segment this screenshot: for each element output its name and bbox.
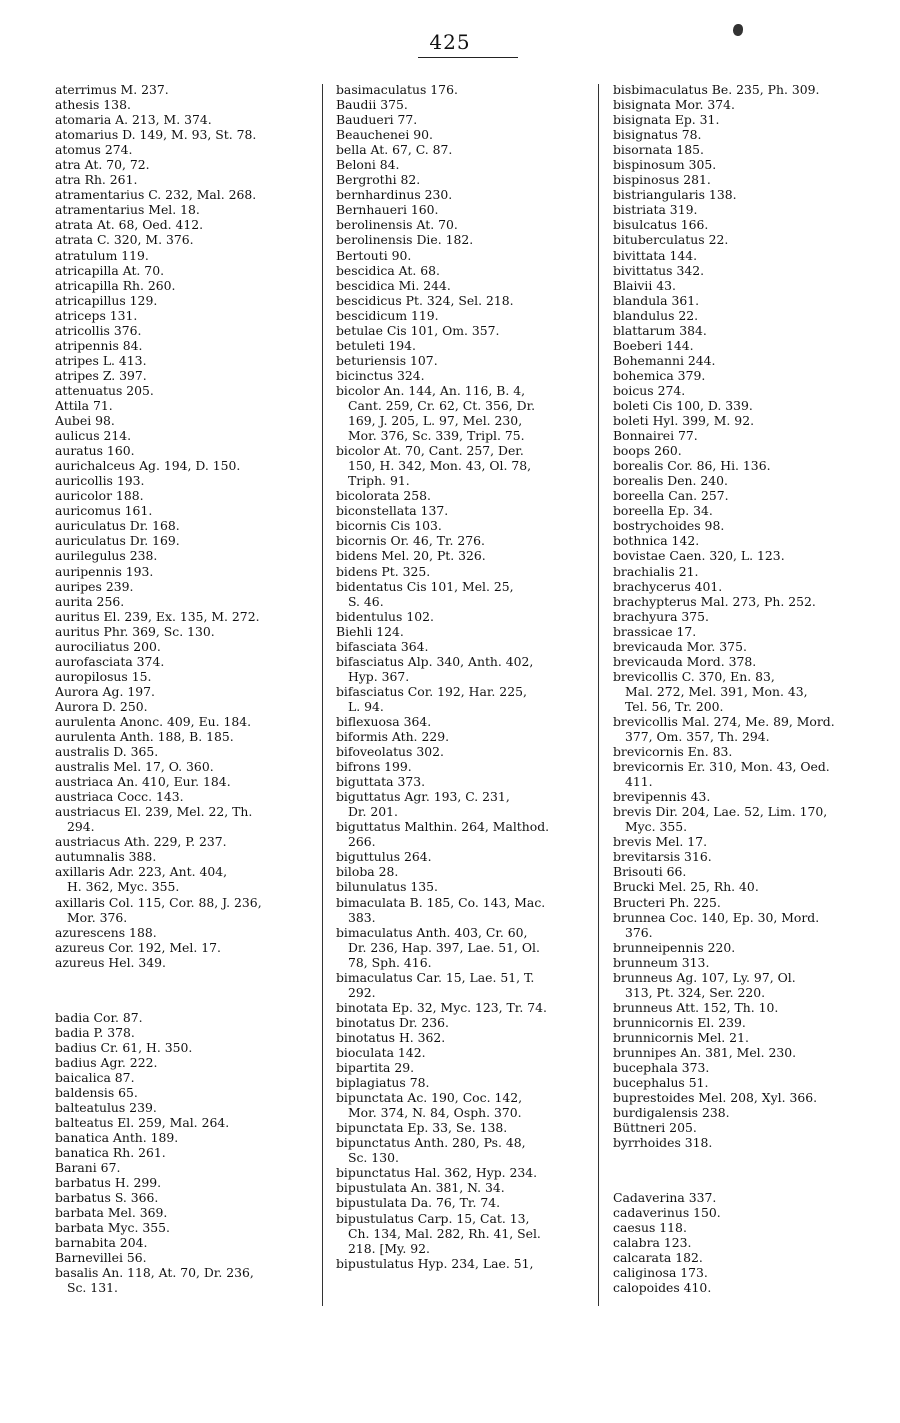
index-entry: auropilosus 15.	[55, 668, 152, 684]
index-entry: Boeberi 144.	[613, 337, 694, 353]
index-entry: austriacus Ath. 229, P. 237.	[55, 834, 227, 850]
index-entry: boicus 274.	[613, 382, 686, 398]
index-entry: blandulus 22.	[613, 307, 699, 323]
index-entry: biguttulus 264.	[336, 849, 432, 865]
index-entry: aurulenta Anth. 188, B. 185.	[55, 729, 234, 745]
index-entry: boleti Cis 100, D. 339.	[613, 397, 753, 413]
letter-gap	[55, 982, 309, 997]
index-entry: Biehli 124.	[336, 623, 404, 639]
index-entry: Bergrothi 82.	[336, 172, 421, 188]
index-entry: atomaria A. 213, M. 374.	[55, 112, 212, 128]
index-entry: Barnevillei 56.	[55, 1250, 147, 1266]
index-entry: Blaivii 43.	[613, 277, 676, 293]
index-entry: berolinensis Die. 182.	[336, 232, 474, 248]
index-entry: azureus Cor. 192, Mel. 17.	[55, 939, 221, 955]
index-entry: boreella Ep. 34.	[613, 503, 713, 519]
index-entry: auripennis 193.	[55, 563, 154, 579]
index-entry: auricolor 188.	[55, 488, 144, 504]
index-entry: bidentulus 102.	[336, 608, 434, 624]
index-entry: badia Cor. 87.	[55, 1009, 143, 1025]
index-entry: Büttneri 205.	[613, 1120, 697, 1136]
index-entry: bifasciatus Alp. 340, Anth. 402, Hyp. 367.	[336, 653, 534, 684]
index-entry: barnabita 204.	[55, 1235, 148, 1251]
index-entry: bisignatus 78.	[613, 127, 702, 143]
index-entry: athesis 138.	[55, 97, 131, 113]
index-entry: bioculata 142.	[336, 1045, 426, 1060]
index-entry: brevicauda Mor. 375.	[613, 638, 747, 654]
index-entry: aurofasciata 374.	[55, 653, 165, 669]
index-entry: Bonnairei 77.	[613, 428, 698, 444]
index-entry: binotatus Dr. 236.	[336, 1014, 449, 1030]
index-entry: bimaculata B. 185, Co. 143, Mac. 383.	[336, 894, 546, 925]
index-entry: caliginosa 173.	[613, 1265, 708, 1281]
index-entry: brunneus Att. 152, Th. 10.	[613, 999, 779, 1015]
index-entry: australis Mel. 17, O. 360.	[55, 759, 214, 775]
index-entry: biconstellata 137.	[336, 503, 449, 519]
index-entry: calopoides 410.	[613, 1280, 712, 1296]
index-entry: baicalica 87.	[55, 1069, 135, 1085]
index-entry: brevipennis 43.	[613, 789, 711, 805]
index-entry: bistriangularis 138.	[613, 187, 737, 203]
index-entry: brassicae 17.	[613, 623, 697, 639]
index-entry: brunnicornis Mel. 21.	[613, 1029, 749, 1045]
index-entry: bipunctatus Hal. 362, Hyp. 234.	[336, 1165, 538, 1181]
index-entry: bipustulatus Hyp. 234, Lae. 51,	[336, 1255, 534, 1271]
index-entry: berolinensis At. 70.	[336, 217, 458, 233]
index-entry: baldensis 65.	[55, 1084, 138, 1100]
index-entry: bimaculatus Anth. 403, Cr. 60, Dr. 236, Hap. 397, Lae. 51, Ol. 78, Sph. 416.	[336, 924, 540, 970]
index-entry: brevicollis Mal. 274, Me. 89, Mord. 377, Om. 357, Th. 294.	[613, 713, 835, 745]
index-entry: biflexuosa 364.	[336, 713, 432, 729]
index-entry: betuleti 194.	[336, 337, 416, 353]
index-entry: atripennis 84.	[55, 337, 143, 353]
index-entry: buprestoides Mel. 208, Xyl. 366.	[613, 1090, 818, 1106]
index-entry: atripes Z. 397.	[55, 367, 147, 383]
index-column-2	[336, 82, 584, 1271]
index-entry: barbatus H. 299.	[55, 1175, 162, 1191]
index-entry: austriaca Cocc. 143.	[55, 789, 184, 805]
index-entry: bohemica 379.	[613, 367, 706, 383]
index-entry: borealis Den. 240.	[613, 473, 728, 489]
index-entry: brachyura 375.	[613, 608, 709, 624]
index-entry: atratulum 119.	[55, 247, 149, 263]
index-entry: bella At. 67, C. 87.	[336, 142, 453, 158]
index-entry: betulae Cis 101, Om. 357.	[336, 322, 500, 338]
index-entry: bipustulata An. 381, N. 34.	[336, 1180, 505, 1196]
header-rule	[418, 57, 518, 58]
ink-smudge	[733, 24, 743, 36]
index-entry: aterrimus M. 237.	[55, 82, 169, 97]
index-entry: atricollis 376.	[55, 322, 142, 338]
index-entry: bipunctatus Anth. 280, Ps. 48, Sc. 130.	[336, 1135, 526, 1166]
index-entry: badia P. 378.	[55, 1024, 135, 1040]
index-entry: atra At. 70, 72.	[55, 157, 150, 173]
index-entry: aurulenta Anonc. 409, Eu. 184.	[55, 713, 252, 729]
index-entry: beturiensis 107.	[336, 352, 438, 368]
index-entry: bisignata Ep. 31.	[613, 112, 720, 128]
index-entry: auripes 239.	[55, 578, 134, 594]
index-entry: auritus El. 239, Ex. 135, M. 272.	[55, 608, 260, 624]
index-entry: bovistae Caen. 320, L. 123.	[613, 548, 785, 564]
index-entry: Attila 71.	[55, 397, 113, 413]
index-entry: Bructeri Ph. 225.	[613, 894, 721, 910]
index-entry: Baudii 375.	[336, 97, 408, 113]
index-entry: bipartita 29.	[336, 1060, 415, 1076]
index-entry: brachialis 21.	[613, 563, 699, 579]
index-entry: blandula 361.	[613, 292, 700, 308]
index-entry: Aurora Ag. 197.	[55, 683, 155, 699]
index-entry: byrrhoides 318.	[613, 1135, 713, 1151]
index-entry: basalis An. 118, At. 70, Dr. 236, Sc. 131.	[55, 1265, 254, 1296]
index-entry: bescidica At. 68.	[336, 262, 440, 278]
index-entry: brevitarsis 316.	[613, 849, 712, 865]
index-entry: atrata At. 68, Oed. 412.	[55, 217, 204, 233]
index-entry: bisignata Mor. 374.	[613, 97, 735, 113]
index-entry: binotata Ep. 32, Myc. 123, Tr. 74.	[336, 999, 547, 1015]
index-entry: binotatus H. 362.	[336, 1029, 446, 1045]
index-entry: auriculatus Dr. 168.	[55, 518, 180, 534]
index-entry: cadaverinus 150.	[613, 1205, 721, 1221]
index-entry: atricapilla At. 70.	[55, 262, 165, 278]
index-entry: atriceps 131.	[55, 307, 138, 323]
index-entry: auratus 160.	[55, 443, 135, 459]
index-entry: bituberculatus 22.	[613, 232, 729, 248]
index-entry: atripes L. 413.	[55, 352, 147, 368]
index-entry: Brucki Mel. 25, Rh. 40.	[613, 879, 759, 895]
index-entry: brunnicornis El. 239.	[613, 1014, 746, 1030]
index-entry: bescidica Mi. 244.	[336, 277, 451, 293]
index-entry: brunneipennis 220.	[613, 939, 736, 955]
index-entry: bisulcatus 166.	[613, 217, 709, 233]
index-entry: burdigalensis 238.	[613, 1105, 730, 1121]
index-entry: aurociliatus 200.	[55, 638, 161, 654]
index-entry: bipunctata Ac. 190, Coc. 142, Mor. 374, N. 84, Osph. 370.	[336, 1090, 523, 1121]
index-entry: bistriata 319.	[613, 202, 698, 218]
index-column-1	[55, 82, 309, 1295]
index-entry: biplagiatus 78.	[336, 1075, 430, 1091]
index-entry: azureus Hel. 349.	[55, 954, 166, 970]
index-entry: bicolor At. 70, Cant. 257, Der. 150, H. 342, Mon. 43, Ol. 78, Triph. 91.	[336, 443, 532, 489]
index-entry: badius Agr. 222.	[55, 1054, 158, 1070]
index-entry: bisbimaculatus Be. 235, Ph. 309.	[613, 82, 820, 97]
index-entry: bidens Mel. 20, Pt. 326.	[336, 548, 486, 564]
index-entry: axillaris Adr. 223, Ant. 404, H. 362, Myc. 355.	[55, 864, 228, 895]
index-entry: atra Rh. 261.	[55, 172, 138, 188]
index-entry: bipunctata Ep. 33, Se. 138.	[336, 1120, 508, 1136]
index-entry: bilunulatus 135.	[336, 879, 438, 895]
index-entry: bipustulatus Carp. 15, Cat. 13, Ch. 134, Mal. 282, Rh. 41, Sel. 218. [My. 92.	[336, 1210, 541, 1256]
index-entry: Cadaverina 337.	[613, 1190, 717, 1206]
index-entry: brachycerus 401.	[613, 578, 723, 594]
index-entry: axillaris Col. 115, Cor. 88, J. 236, Mor. 376.	[55, 894, 262, 925]
index-entry: boleti Hyl. 399, M. 92.	[613, 413, 755, 429]
index-entry: brunnipes An. 381, Mel. 230.	[613, 1045, 797, 1060]
index-entry: borealis Cor. 86, Hi. 136.	[613, 458, 771, 474]
index-entry: bifrons 199.	[336, 759, 412, 775]
index-entry: Baudueri 77.	[336, 112, 418, 128]
index-entry: atomarius D. 149, M. 93, St. 78.	[55, 127, 257, 143]
index-entry: brevis Mel. 17.	[613, 834, 708, 850]
index-entry: barbata Myc. 355.	[55, 1220, 170, 1236]
index-entry: bostrychoides 98.	[613, 518, 725, 534]
index-entry: brunnea Coc. 140, Ep. 30, Mord. 376.	[613, 909, 820, 940]
index-entry: brachypterus Mal. 273, Ph. 252.	[613, 593, 816, 609]
index-entry: azurescens 188.	[55, 924, 157, 940]
index-entry: banatica Rh. 261.	[55, 1144, 166, 1160]
index-entry: bescidicum 119.	[336, 307, 439, 323]
index-entry: bicolorata 258.	[336, 488, 431, 504]
index-entry: bescidicus Pt. 324, Sel. 218.	[336, 292, 514, 308]
index-entry: austriaca An. 410, Eur. 184.	[55, 774, 231, 790]
index-entry: bifoveolatus 302.	[336, 744, 444, 760]
index-entry: biguttata 373.	[336, 774, 426, 790]
page-number: 425	[429, 30, 471, 54]
index-entry: atramentarius C. 232, Mal. 268.	[55, 187, 257, 203]
index-entry: blattarum 384.	[613, 322, 707, 338]
index-entry: bothnica 142.	[613, 533, 700, 549]
index-entry: Beauchenei 90.	[336, 127, 433, 143]
index-entry: badius Cr. 61, H. 350.	[55, 1039, 193, 1055]
index-entry: brunneum 313.	[613, 954, 710, 970]
index-entry: barbatus S. 366.	[55, 1190, 159, 1206]
index-entry: australis D. 365.	[55, 744, 159, 760]
index-entry: bidentatus Cis 101, Mel. 25, S. 46.	[336, 578, 514, 609]
index-entry: aulicus 214.	[55, 428, 132, 444]
index-entry: Aubei 98.	[55, 413, 115, 429]
index-entry: brevicornis Er. 310, Mon. 43, Oed. 411.	[613, 759, 830, 790]
index-entry: biformis Ath. 229.	[336, 729, 450, 745]
index-entry: atramentarius Mel. 18.	[55, 202, 200, 218]
index-entry: Brisouti 66.	[613, 864, 687, 880]
index-entry: brevicauda Mord. 378.	[613, 653, 757, 669]
index-entry: bucephalus 51.	[613, 1075, 709, 1091]
index-entry: bidens Pt. 325.	[336, 563, 431, 579]
index-entry: autumnalis 388.	[55, 849, 157, 865]
index-entry: auricollis 193.	[55, 473, 145, 489]
index-entry: biloba 28.	[336, 864, 399, 880]
index-entry: aurichalceus Ag. 194, D. 150.	[55, 458, 241, 474]
index-entry: brevicollis C. 370, En. 83, Mal. 272, Mel. 391, Mon. 43, Tel. 56, Tr. 200.	[613, 668, 808, 714]
index-entry: bispinosum 305.	[613, 157, 717, 173]
index-entry: balteatulus 239.	[55, 1099, 157, 1115]
index-entry: boreella Can. 257.	[613, 488, 729, 504]
index-entry: brunneus Ag. 107, Ly. 97, Ol. 313, Pt. 324, Ser. 220.	[613, 969, 796, 1000]
index-entry: bispinosus 281.	[613, 172, 711, 188]
index-entry: aurilegulus 238.	[55, 548, 158, 564]
index-entry: bifasciata 364.	[336, 638, 429, 654]
index-entry: attenuatus 205.	[55, 382, 154, 398]
index-entry: bucephala 373.	[613, 1060, 710, 1076]
index-entry: Beloni 84.	[336, 157, 400, 173]
index-entry: bicornis Cis 103.	[336, 518, 442, 534]
index-entry: auritus Phr. 369, Sc. 130.	[55, 623, 215, 639]
index-entry: caesus 118.	[613, 1220, 687, 1236]
index-entry: bicolor An. 144, An. 116, B. 4, Cant. 259, Cr. 62, Ct. 356, Dr. 169, J. 205, L. 97, Mel. 230, Mor. 376, Sc. 339, Tripl. 75.	[336, 382, 536, 444]
index-entry: calcarata 182.	[613, 1250, 703, 1266]
index-entry: balteatus El. 259, Mal. 264.	[55, 1114, 230, 1130]
letter-gap	[613, 1163, 873, 1178]
index-entry: basimaculatus 176.	[336, 82, 458, 97]
index-entry: Aurora D. 250.	[55, 698, 148, 714]
index-entry: Barani 67.	[55, 1160, 121, 1176]
index-column-3	[613, 82, 873, 1295]
index-entry: biguttatus Agr. 193, C. 231, Dr. 201.	[336, 789, 510, 820]
column-divider	[598, 84, 599, 1306]
index-entry: biguttatus Malthin. 264, Malthod. 266.	[336, 819, 550, 850]
index-entry: calabra 123.	[613, 1235, 692, 1251]
index-entry: boops 260.	[613, 443, 682, 459]
index-entry: bifasciatus Cor. 192, Har. 225, L. 94.	[336, 683, 527, 714]
index-entry: bivittatus 342.	[613, 262, 705, 278]
index-entry: Bernhaueri 160.	[336, 202, 439, 218]
index-entry: auricomus 161.	[55, 503, 153, 519]
index-entry: Bertouti 90.	[336, 247, 412, 263]
index-entry: bicinctus 324.	[336, 367, 425, 383]
index-entry: Bohemanni 244.	[613, 352, 716, 368]
index-entry: brevicornis En. 83.	[613, 744, 733, 760]
index-entry: auriculatus Dr. 169.	[55, 533, 180, 549]
index-entry: brevis Dir. 204, Lae. 52, Lim. 170, Myc. 355.	[613, 804, 828, 835]
index-entry: bivittata 144.	[613, 247, 698, 263]
index-entry: bimaculatus Car. 15, Lae. 51, T. 292.	[336, 969, 535, 1000]
index-entry: austriacus El. 239, Mel. 22, Th. 294.	[55, 804, 253, 835]
index-entry: atomus 274.	[55, 142, 133, 158]
index-entry: aurita 256.	[55, 593, 125, 609]
index-entry: bernhardinus 230.	[336, 187, 453, 203]
index-entry: bisornata 185.	[613, 142, 704, 158]
index-entry: atrata C. 320, M. 376.	[55, 232, 194, 248]
column-divider	[322, 84, 323, 1306]
index-entry: bipustulata Da. 76, Tr. 74.	[336, 1195, 501, 1211]
index-entry: atricapilla Rh. 260.	[55, 277, 176, 293]
index-entry: banatica Anth. 189.	[55, 1129, 179, 1145]
index-entry: atricapillus 129.	[55, 292, 158, 308]
index-entry: bicornis Or. 46, Tr. 276.	[336, 533, 485, 549]
index-entry: barbata Mel. 369.	[55, 1205, 168, 1221]
